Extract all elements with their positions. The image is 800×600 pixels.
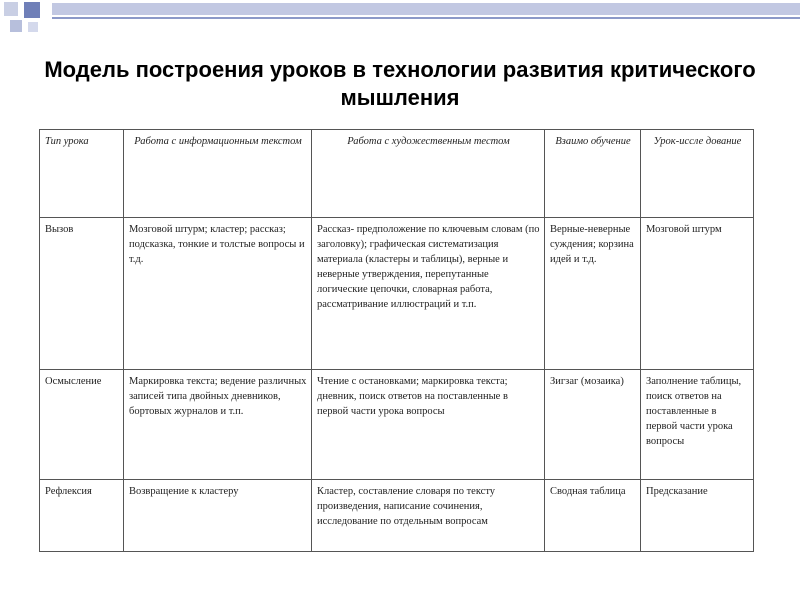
table-row (40, 218, 754, 370)
table-cell: Сводная таблица (545, 480, 641, 552)
header-bar-line (52, 17, 800, 19)
table-cell: Верные-неверные суждения; корзина идей и т.д. (545, 218, 641, 370)
header-cell: Урок-иссле дование (641, 130, 754, 218)
table-row (40, 370, 754, 480)
header-bar (52, 0, 800, 20)
decor-square (24, 2, 40, 18)
table-cell: Кластер, составление словаря по тексту произведения, написание сочинения, исследование по отдельным вопросам (312, 480, 545, 552)
decor-square (28, 22, 38, 32)
header-bar-fill (52, 3, 800, 15)
table-cell: Предсказание (641, 480, 754, 552)
lesson-model-table (39, 129, 754, 552)
header-cell: Работа с информационным текстом (124, 130, 312, 218)
table-cell: Вызов (40, 218, 124, 370)
table-row (40, 480, 754, 552)
table-cell: Рассказ- предположение по ключевым словам (по заголовку); графическая систематизация материала (кластеры и таблицы), верные и неверные утверждения, перепутанные логические цепочки, словарная работа, рассматривание иллюстраций и т.п. (312, 218, 545, 370)
header-cell: Тип урока (40, 130, 124, 218)
table-cell: Возвращение к кластеру (124, 480, 312, 552)
decor-square (4, 2, 18, 16)
table-cell: Осмысление (40, 370, 124, 480)
table-cell: Мозговой штурм (641, 218, 754, 370)
table-header-row (40, 130, 754, 218)
table-cell: Заполнение таблицы, поиск ответов на поставленные в первой части урока вопросы (641, 370, 754, 480)
table-cell: Рефлексия (40, 480, 124, 552)
table-cell: Зигзаг (мозаика) (545, 370, 641, 480)
table-cell: Маркировка текста; ведение различных записей типа двойных дневников, бортовых журналов и т.п. (124, 370, 312, 480)
slide-title: Модель построения уроков в технологии развития критического мышления (44, 57, 756, 110)
header-cell: Взаимо обучение (545, 130, 641, 218)
table-cell: Мозговой штурм; кластер; рассказ; подсказка, тонкие и толстые вопросы и т.д. (124, 218, 312, 370)
decor-square (10, 20, 22, 32)
header-cell: Работа с художественным тестом (312, 130, 545, 218)
table-cell: Чтение с остановками; маркировка текста; дневник, поиск ответов на поставленные в первой части урока вопросы (312, 370, 545, 480)
